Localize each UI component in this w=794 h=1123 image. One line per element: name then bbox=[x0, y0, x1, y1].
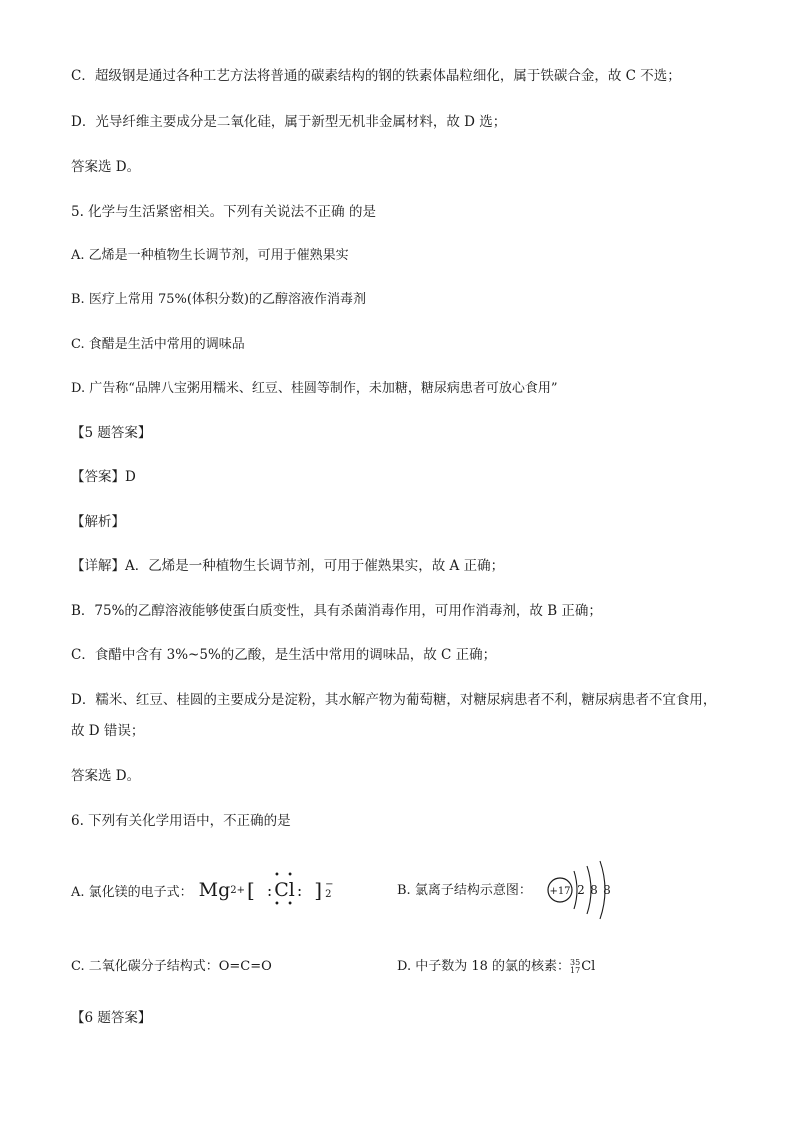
mgcl2-electron-formula bbox=[198, 870, 334, 910]
prev-option-d-explanation: D．光导纤维主要成分是二氧化硅，属于新型无机非金属材料，故 D 选； bbox=[71, 114, 507, 130]
question-5-answer-heading: 【5 题答案】 bbox=[71, 425, 152, 441]
cl-symbol: Cl bbox=[274, 879, 295, 901]
question-6-option-a: A. 氯化镁的电子式： bbox=[71, 884, 193, 900]
question-5-detail-c: C．食醋中含有 3%~5%的乙酸，是生活中常用的调味品，故 C 正确； bbox=[71, 647, 497, 663]
question-5-option-d: D. 广告称“品牌八宝粥用糯米、红豆、桂圆等制作，未加糖，糖尿病患者可放心食用” bbox=[71, 381, 558, 396]
nuclide-numbers bbox=[570, 959, 580, 975]
cl-subscript: 2 bbox=[325, 889, 332, 900]
chloride-ion-structure-diagram bbox=[546, 857, 618, 923]
electron-dots-top: • • bbox=[274, 870, 296, 881]
left-bracket: [ bbox=[247, 878, 255, 902]
question-5-detail-a: 【详解】A．乙烯是一种植物生长调节剂，可用于催熟果实，故 A 正确； bbox=[71, 558, 505, 574]
mg-symbol: Mg bbox=[198, 879, 231, 901]
electron-dots-right: : bbox=[296, 881, 303, 900]
question-5-stem: 5. 化学与生活紧密相关。下列有关说法不正确 的是 bbox=[71, 204, 376, 220]
question-6-option-c: C. 二氧化碳分子结构式：O=C=O bbox=[71, 959, 272, 974]
question-6-option-b: B. 氯离子结构示意图： bbox=[397, 883, 532, 898]
question-5-option-c: C. 食醋是生活中常用的调味品 bbox=[71, 337, 245, 352]
nuclide-symbol: Cl bbox=[581, 959, 596, 974]
question-5-analysis-heading: 【解析】 bbox=[71, 514, 125, 530]
mg-charge: 2+ bbox=[230, 884, 246, 896]
question-5-final-answer: 答案选 D。 bbox=[71, 768, 141, 784]
charge-and-subscript bbox=[325, 880, 333, 900]
electron-dots-bottom: • • bbox=[274, 899, 296, 910]
mass-number: 35 bbox=[570, 958, 581, 967]
prev-option-c-explanation: C．超级钢是通过各种工艺方法将普通的碳素结构的钢的铁素体晶粒细化，属于铁碳合金，故 C 不选； bbox=[71, 68, 681, 84]
atomic-number: 17 bbox=[570, 966, 581, 975]
nucleus-charge: +17 bbox=[549, 886, 571, 897]
cl-charge: − bbox=[325, 879, 334, 890]
right-bracket: ] bbox=[314, 878, 323, 902]
question-5-detail-d-line1: D．糯米、红豆、桂圆的主要成分是淀粉，其水解产物为葡萄糖，对糖尿病患者不利，糖尿病患者不宜食用， bbox=[71, 692, 717, 708]
question-6-stem: 6. 下列有关化学用语中，不正确的是 bbox=[71, 813, 291, 829]
prev-answer: 答案选 D。 bbox=[71, 159, 141, 175]
shell-electrons-2: 8 bbox=[590, 883, 598, 897]
question-5-option-b: B. 医疗上常用 75%(体积分数)的乙醇溶液作消毒剂 bbox=[71, 292, 366, 307]
question-5-option-a: A. 乙烯是一种植物生长调节剂，可用于催熟果实 bbox=[71, 248, 349, 263]
chlorine-35-nuclide bbox=[570, 957, 595, 977]
question-5-answer: 【答案】D bbox=[71, 469, 136, 485]
question-6-option-a-row bbox=[71, 870, 333, 910]
question-6-answer-heading: 【6 题答案】 bbox=[71, 1010, 152, 1026]
cl-with-electrons bbox=[257, 870, 312, 910]
shell-electrons-1: 2 bbox=[577, 883, 585, 897]
question-5-detail-d-line2: 故 D 错误； bbox=[71, 723, 145, 739]
question-5-detail-b: B．75%的乙醇溶液能够使蛋白质变性，具有杀菌消毒作用，可用作消毒剂，故 B 正确； bbox=[71, 603, 602, 619]
question-6-option-d: D. 中子数为 18 的氯的核素： bbox=[397, 959, 571, 974]
shell-electrons-3: 8 bbox=[603, 883, 611, 897]
electron-dots-left: : bbox=[266, 881, 273, 900]
question-6-option-d-row bbox=[397, 957, 595, 977]
